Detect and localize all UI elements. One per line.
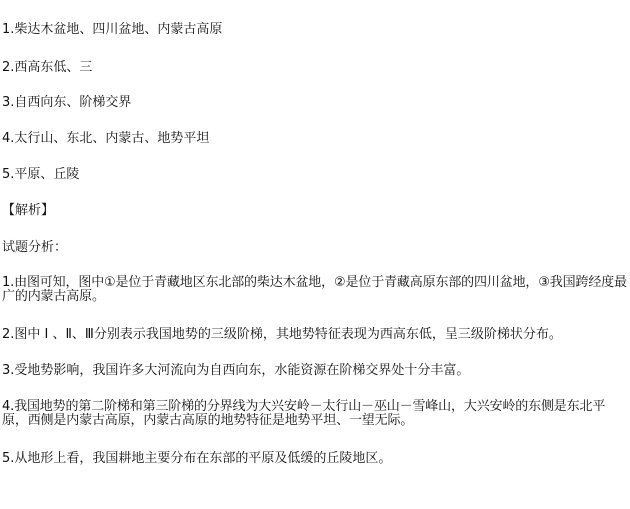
answer-line-2: 2.西高东低、三 [2,60,93,75]
answer-line-3: 3.自西向东、阶梯交界 [2,95,132,110]
analysis-heading: 【解析】 [2,203,55,218]
answer-line-4: 4.太行山、东北、内蒙古、地势平坦 [2,131,210,146]
answer-line-5: 5.平原、丘陵 [2,167,80,182]
analysis-item-1: 1.由图可知，图中①是位于青藏地区东北部的柴达木盆地，②是位于青藏高原东部的四川盆地，③我国跨经度最广的内蒙古高原。 [2,275,627,304]
analysis-intro: 试题分析： [2,240,68,255]
analysis-item-2: 2.图中 Ⅰ 、Ⅱ、Ⅲ分别表示我国地势的三级阶梯，其地势特征表现为西高东低，呈三级阶梯状分布。 [2,327,562,342]
analysis-item-5: 5.从地形上看，我国耕地主要分布在东部的平原及低缓的丘陵地区。 [2,451,392,466]
analysis-item-4: 4.我国地势的第二阶梯和第三阶梯的分界线为大兴安岭－太行山－巫山－雪峰山，大兴安岭的东侧是东北平原，西侧是内蒙古高原，内蒙古高原的地势特征是地势平坦、一望无际。 [2,399,606,428]
answer-line-1: 1.柴达木盆地、四川盆地、内蒙古高原 [2,22,223,37]
analysis-item-3: 3.受地势影响，我国许多大河流向为自西向东，水能资源在阶梯交界处十分丰富。 [2,363,470,378]
